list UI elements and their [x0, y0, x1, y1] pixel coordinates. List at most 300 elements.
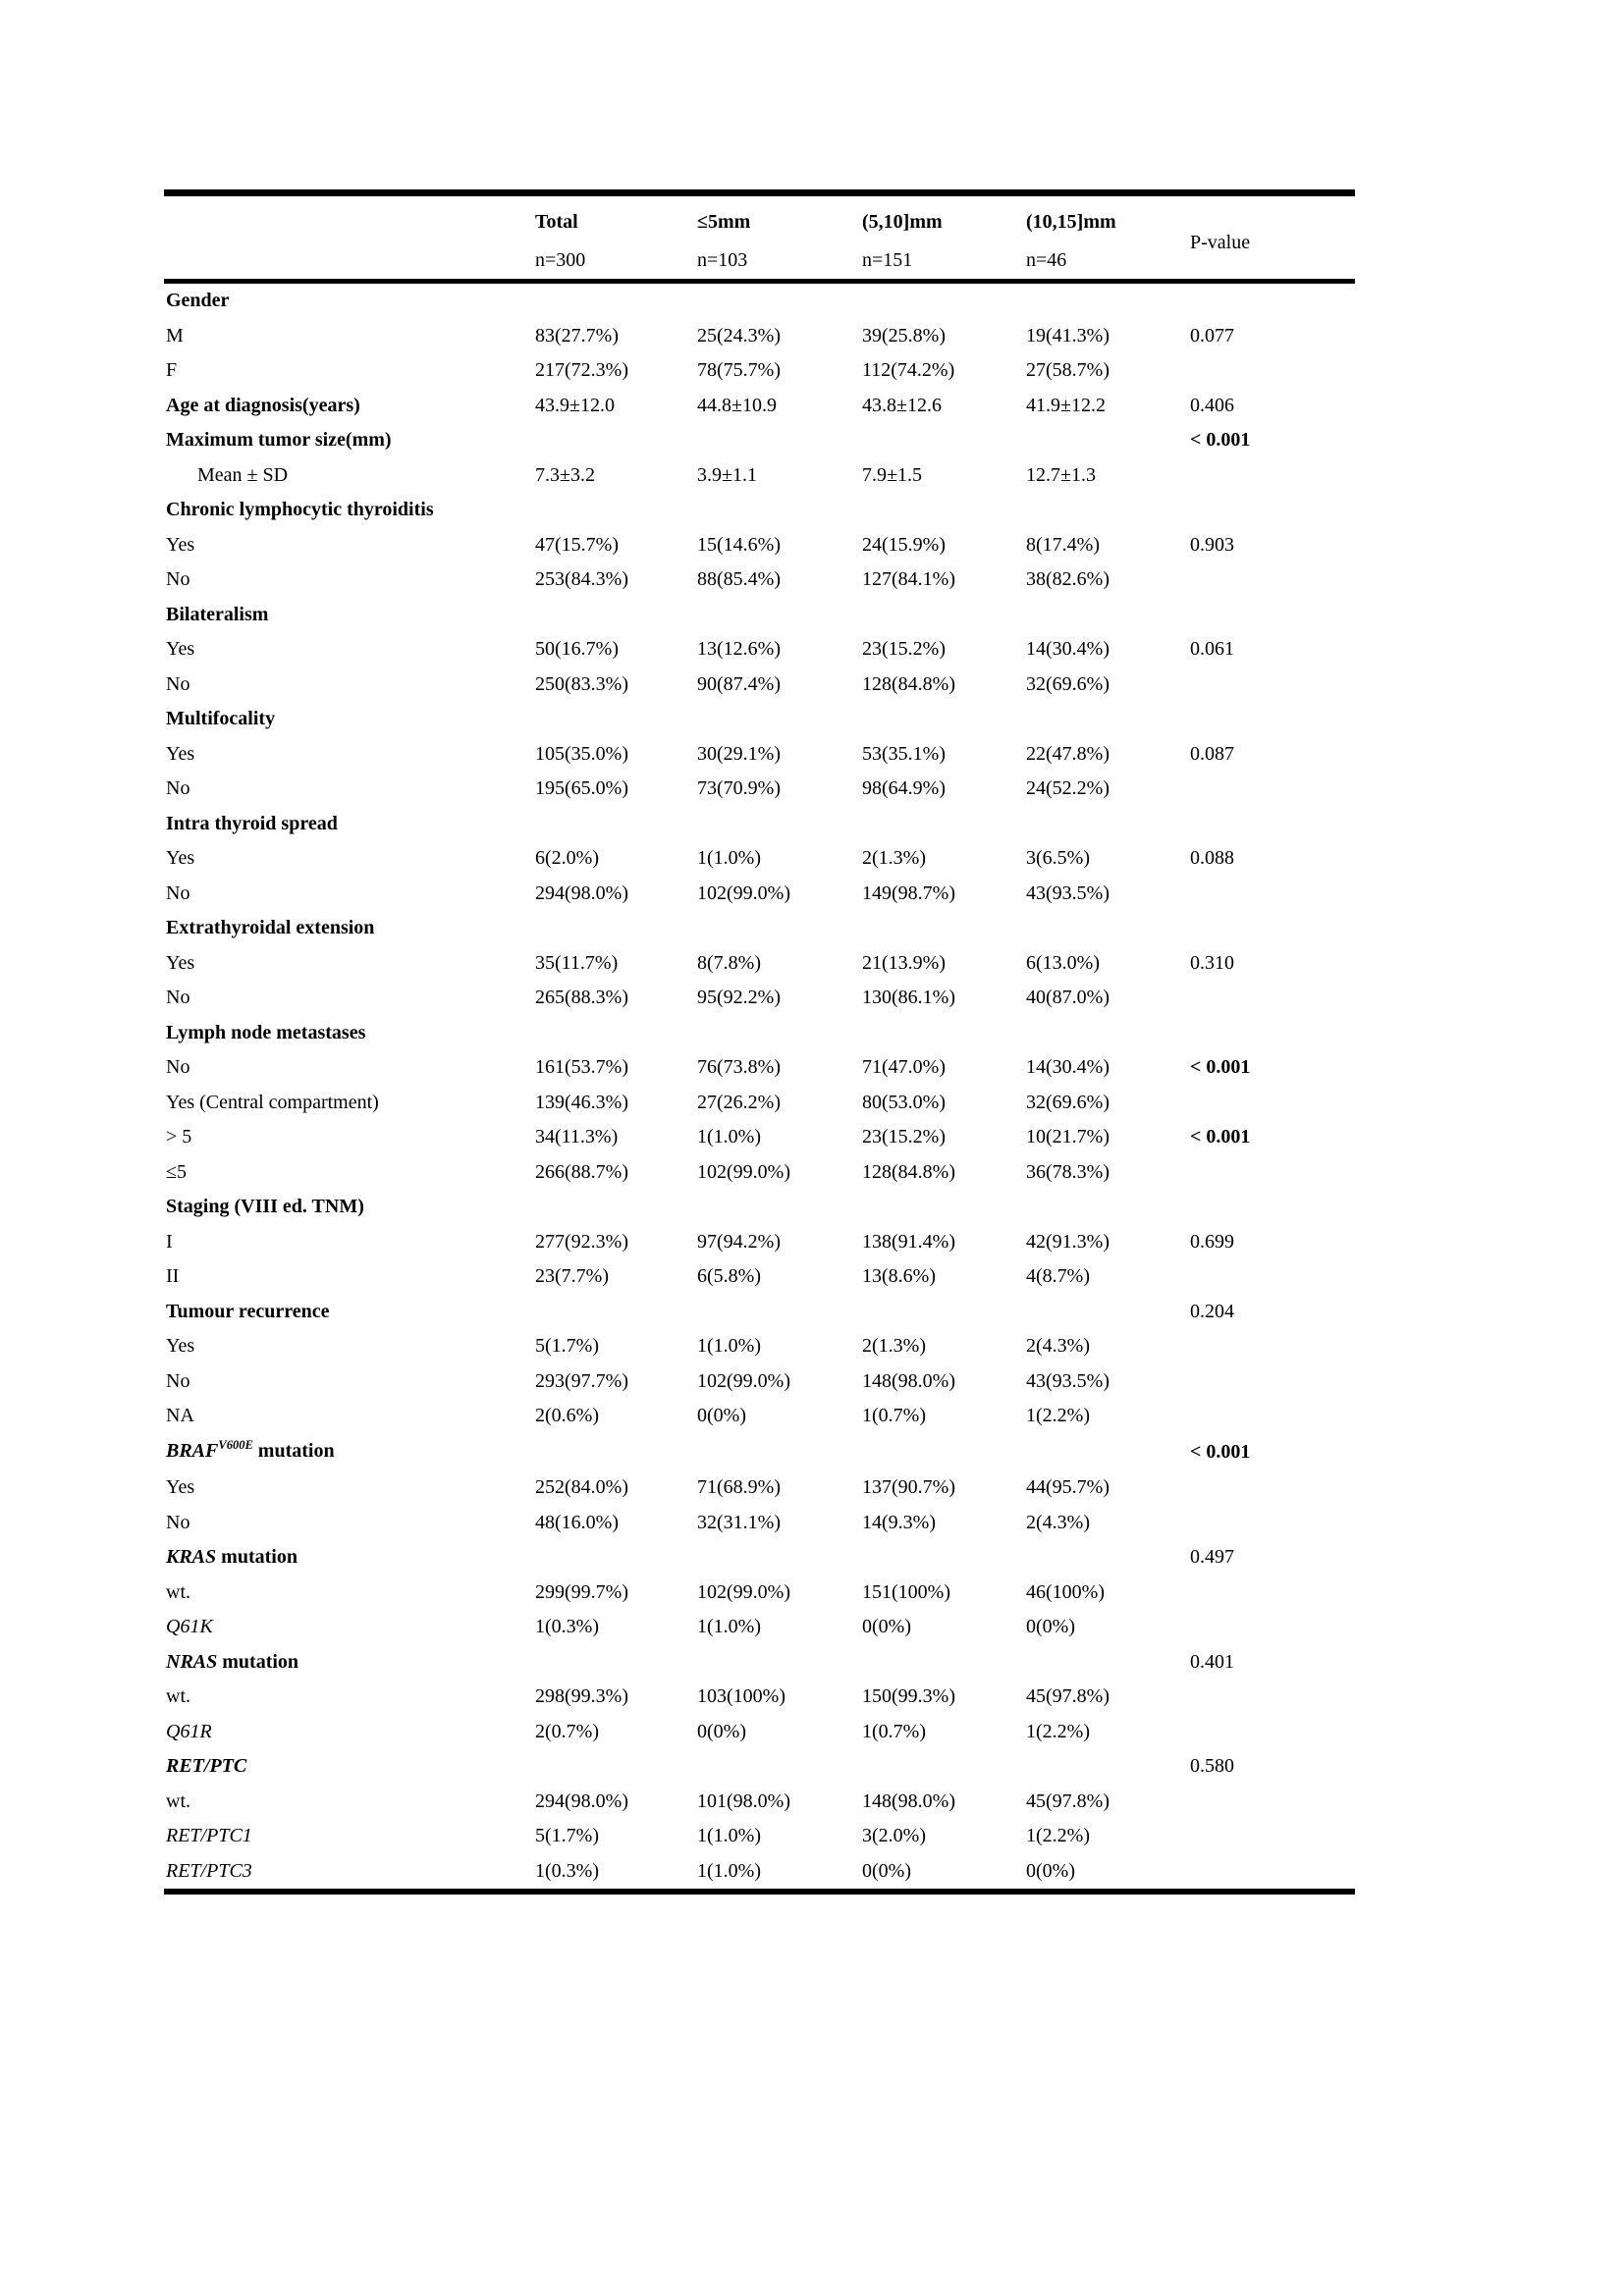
value-cell: 101(98.0%): [697, 1789, 790, 1812]
value-cell: 36(78.3%): [1026, 1160, 1110, 1183]
value-cell: 102(99.0%): [697, 1160, 790, 1183]
value-cell: 150(99.3%): [862, 1685, 955, 1707]
value-cell: 127(84.1%): [862, 568, 955, 590]
value-cell: 1(1.0%): [697, 1126, 761, 1148]
row-label: No: [166, 1056, 190, 1078]
value-cell: 83(27.7%): [535, 324, 619, 347]
value-cell: 128(84.8%): [862, 672, 955, 695]
table-row: [164, 1295, 1355, 1330]
p-value-cell: 0.580: [1190, 1755, 1234, 1777]
value-cell: [697, 1749, 862, 1785]
p-value-cell: [1190, 1470, 1355, 1506]
p-value-cell: 0.401: [1190, 1650, 1234, 1673]
value-cell: 19(41.3%): [1026, 324, 1110, 347]
value-cell: 105(35.0%): [535, 742, 628, 765]
table-row: [164, 946, 1355, 982]
value-cell: 102(99.0%): [697, 881, 790, 904]
value-cell: [1026, 1190, 1190, 1225]
table-row: [164, 1259, 1355, 1295]
p-value-cell: [1190, 1364, 1355, 1400]
table-row: [164, 1434, 1355, 1471]
value-cell: 1(0.7%): [862, 1720, 926, 1742]
value-cell: 27(58.7%): [1026, 359, 1110, 381]
column-header-5-10mm: (5,10]mm n=151: [862, 211, 943, 271]
value-cell: 5(1.7%): [535, 1335, 599, 1357]
value-cell: [697, 702, 862, 737]
table-row: [164, 353, 1355, 389]
value-cell: 41.9±12.2: [1026, 394, 1106, 416]
table-header-row: [164, 193, 1355, 282]
value-cell: 43.9±12.0: [535, 394, 615, 416]
value-cell: 103(100%): [697, 1685, 785, 1707]
value-cell: [697, 1645, 862, 1681]
row-label: Bilateralism: [166, 603, 269, 625]
p-value-cell: [1190, 1016, 1355, 1051]
value-cell: 24(52.2%): [1026, 777, 1110, 799]
characteristics-table: [164, 189, 1355, 1895]
value-cell: [697, 598, 862, 633]
value-cell: 23(15.2%): [862, 638, 946, 660]
p-value-cell: [1190, 1854, 1355, 1893]
column-header-le5mm: ≤5mm n=103: [697, 211, 751, 271]
p-value-cell: 0.699: [1190, 1230, 1234, 1253]
p-value-cell: [1190, 282, 1355, 319]
value-cell: 71(47.0%): [862, 1056, 946, 1078]
value-cell: [535, 1645, 697, 1681]
value-cell: 78(75.7%): [697, 359, 781, 381]
value-cell: [1026, 282, 1190, 319]
value-cell: 161(53.7%): [535, 1056, 628, 1078]
p-value-cell: [1190, 911, 1355, 946]
value-cell: 1(0.3%): [535, 1859, 599, 1882]
row-label: No: [166, 1369, 190, 1392]
value-cell: 45(97.8%): [1026, 1685, 1110, 1707]
value-cell: 0(0%): [697, 1720, 746, 1742]
value-cell: 2(4.3%): [1026, 1335, 1090, 1357]
value-cell: 1(2.2%): [1026, 1405, 1090, 1426]
column-header-total: Total n=300: [535, 211, 586, 271]
value-cell: [535, 598, 697, 633]
value-cell: [697, 1295, 862, 1330]
row-label: No: [166, 672, 190, 695]
value-cell: 139(46.3%): [535, 1091, 628, 1113]
value-cell: 1(1.0%): [697, 1335, 761, 1357]
value-cell: [697, 1540, 862, 1575]
value-cell: 1(1.0%): [697, 847, 761, 869]
value-cell: 6(5.8%): [697, 1265, 761, 1287]
value-cell: 24(15.9%): [862, 533, 946, 556]
value-cell: 10(21.7%): [1026, 1126, 1110, 1148]
value-cell: 14(30.4%): [1026, 638, 1110, 660]
value-cell: [535, 1016, 697, 1051]
p-value-cell: 0.497: [1190, 1546, 1234, 1568]
value-cell: [697, 1434, 862, 1471]
table-row: [164, 772, 1355, 807]
table-row: [164, 389, 1355, 424]
table-row: [164, 911, 1355, 946]
value-cell: 53(35.1%): [862, 742, 946, 765]
p-value-cell: [1190, 493, 1355, 528]
value-cell: 30(29.1%): [697, 742, 781, 765]
row-label: Yes: [166, 951, 195, 974]
value-cell: [862, 282, 1026, 319]
p-value-cell: [1190, 1610, 1355, 1645]
value-cell: 0(0%): [862, 1859, 911, 1882]
table-row: [164, 423, 1355, 458]
value-cell: 148(98.0%): [862, 1789, 955, 1812]
p-value-cell: 0.087: [1190, 742, 1234, 765]
table-row: [164, 1715, 1355, 1750]
value-cell: 217(72.3%): [535, 359, 628, 381]
row-label: Chronic lymphocytic thyroiditis: [166, 499, 434, 520]
value-cell: [1026, 1540, 1190, 1575]
row-label: Yes: [166, 1335, 195, 1357]
p-value-cell: [1190, 667, 1355, 703]
value-cell: [1026, 1645, 1190, 1681]
value-cell: [697, 807, 862, 842]
value-cell: [862, 1434, 1026, 1471]
value-cell: 0(0%): [862, 1616, 911, 1637]
value-cell: [1026, 1295, 1190, 1330]
value-cell: 3(6.5%): [1026, 847, 1090, 869]
table-row: [164, 1155, 1355, 1191]
table-row: [164, 1120, 1355, 1155]
table-row: [164, 1399, 1355, 1434]
value-cell: 14(30.4%): [1026, 1056, 1110, 1078]
value-cell: 7.9±1.5: [862, 463, 922, 486]
value-cell: 266(88.7%): [535, 1160, 628, 1183]
value-cell: 2(1.3%): [862, 1335, 926, 1357]
p-value-cell: [1190, 1680, 1355, 1715]
value-cell: [1026, 598, 1190, 633]
table-row: [164, 1680, 1355, 1715]
column-header-empty: [164, 193, 535, 282]
p-value-cell: 0.903: [1190, 533, 1234, 556]
table-row: [164, 1086, 1355, 1121]
value-cell: 88(85.4%): [697, 568, 781, 590]
p-value-cell: < 0.001: [1190, 1440, 1251, 1463]
value-cell: 76(73.8%): [697, 1056, 781, 1078]
table-row: [164, 1749, 1355, 1785]
table-row: [164, 1050, 1355, 1086]
value-cell: 137(90.7%): [862, 1476, 955, 1498]
row-label: RET/PTC1: [166, 1825, 252, 1846]
table-row: [164, 1225, 1355, 1260]
value-cell: [535, 1749, 697, 1785]
value-cell: 46(100%): [1026, 1580, 1105, 1603]
row-label: F: [166, 359, 178, 381]
p-value-cell: [1190, 1259, 1355, 1295]
row-label: No: [166, 1511, 190, 1533]
value-cell: 1(2.2%): [1026, 1720, 1090, 1742]
row-label: Yes: [166, 847, 195, 869]
value-cell: 43(93.5%): [1026, 1369, 1110, 1392]
value-cell: 253(84.3%): [535, 568, 628, 590]
p-value-cell: [1190, 458, 1355, 494]
value-cell: [862, 423, 1026, 458]
table-row: [164, 458, 1355, 494]
column-header-pvalue: P-value: [1190, 231, 1251, 253]
row-label: No: [166, 568, 190, 590]
row-label: Gender: [166, 290, 230, 311]
value-cell: 5(1.7%): [535, 1825, 599, 1846]
value-cell: [697, 1190, 862, 1225]
p-value-cell: 0.204: [1190, 1300, 1234, 1322]
row-label: Lymph node metastases: [166, 1021, 366, 1043]
value-cell: 102(99.0%): [697, 1369, 790, 1392]
p-value-cell: [1190, 807, 1355, 842]
value-cell: 23(7.7%): [535, 1265, 609, 1287]
value-cell: 6(13.0%): [1026, 951, 1100, 974]
table-row: [164, 632, 1355, 667]
value-cell: [535, 807, 697, 842]
value-cell: [862, 1190, 1026, 1225]
row-label: I: [166, 1230, 173, 1253]
value-cell: 102(99.0%): [697, 1580, 790, 1603]
value-cell: [535, 702, 697, 737]
table-row: [164, 1540, 1355, 1575]
value-cell: 294(98.0%): [535, 881, 628, 904]
row-label: RET/PTC3: [166, 1859, 252, 1882]
p-value-cell: 0.077: [1190, 324, 1234, 347]
value-cell: [862, 911, 1026, 946]
table-row: [164, 598, 1355, 633]
row-label: Extrathyroidal extension: [166, 917, 375, 938]
row-label: Tumour recurrence: [166, 1300, 330, 1322]
value-cell: [862, 702, 1026, 737]
value-cell: 80(53.0%): [862, 1091, 946, 1113]
value-cell: 298(99.3%): [535, 1685, 628, 1707]
value-cell: 34(11.3%): [535, 1126, 619, 1148]
table-body: [164, 282, 1355, 1893]
value-cell: 47(15.7%): [535, 533, 619, 556]
row-label: Age at diagnosis(years): [166, 394, 360, 416]
table-row: [164, 1016, 1355, 1051]
value-cell: [535, 1295, 697, 1330]
table-row: [164, 1506, 1355, 1541]
value-cell: [535, 1540, 697, 1575]
table-row: [164, 493, 1355, 528]
value-cell: 252(84.0%): [535, 1476, 628, 1498]
value-cell: 13(8.6%): [862, 1265, 936, 1287]
value-cell: 138(91.4%): [862, 1230, 955, 1253]
table-row: [164, 1645, 1355, 1681]
value-cell: 39(25.8%): [862, 324, 946, 347]
value-cell: 0(0%): [697, 1405, 746, 1426]
value-cell: 50(16.7%): [535, 638, 619, 660]
p-value-cell: [1190, 981, 1355, 1016]
p-value-cell: [1190, 877, 1355, 912]
p-value-cell: [1190, 1575, 1355, 1611]
value-cell: 45(97.8%): [1026, 1789, 1110, 1812]
value-cell: 2(4.3%): [1026, 1511, 1090, 1533]
table-row: [164, 1785, 1355, 1820]
value-cell: 195(65.0%): [535, 777, 628, 799]
value-cell: [535, 1434, 697, 1471]
p-value-cell: [1190, 1785, 1355, 1820]
p-value-cell: < 0.001: [1190, 1126, 1251, 1148]
p-value-cell: [1190, 353, 1355, 389]
value-cell: 12.7±1.3: [1026, 463, 1096, 486]
p-value-cell: [1190, 598, 1355, 633]
value-cell: [1026, 1016, 1190, 1051]
value-cell: [535, 493, 697, 528]
value-cell: 32(69.6%): [1026, 672, 1110, 695]
p-value-cell: [1190, 562, 1355, 598]
value-cell: [1026, 1434, 1190, 1471]
p-value-cell: 0.061: [1190, 638, 1234, 660]
value-cell: 112(74.2%): [862, 359, 955, 381]
p-value-cell: 0.088: [1190, 847, 1234, 869]
value-cell: [862, 1295, 1026, 1330]
value-cell: 0(0%): [1026, 1616, 1075, 1637]
table-row: [164, 319, 1355, 354]
row-label: M: [166, 324, 184, 347]
value-cell: 98(64.9%): [862, 777, 946, 799]
row-label: No: [166, 777, 190, 799]
table-row: [164, 1470, 1355, 1506]
value-cell: 97(94.2%): [697, 1230, 781, 1253]
row-label: Q61K: [166, 1616, 213, 1637]
value-cell: [862, 1749, 1026, 1785]
value-cell: 14(9.3%): [862, 1511, 936, 1533]
value-cell: 40(87.0%): [1026, 987, 1110, 1008]
value-cell: 1(2.2%): [1026, 1825, 1090, 1846]
value-cell: 1(1.0%): [697, 1859, 761, 1882]
value-cell: 148(98.0%): [862, 1369, 955, 1392]
value-cell: [1026, 1749, 1190, 1785]
value-cell: 42(91.3%): [1026, 1230, 1110, 1253]
table-row: [164, 562, 1355, 598]
value-cell: 0(0%): [1026, 1859, 1075, 1882]
row-label: Yes: [166, 533, 195, 556]
value-cell: [1026, 911, 1190, 946]
table-row: [164, 1854, 1355, 1893]
table-header: [164, 193, 1355, 282]
value-cell: 3.9±1.1: [697, 463, 757, 486]
value-cell: [697, 282, 862, 319]
table-row: [164, 841, 1355, 877]
table-row: [164, 282, 1355, 319]
table-row: [164, 528, 1355, 563]
value-cell: [697, 493, 862, 528]
p-value-cell: 0.310: [1190, 951, 1234, 974]
row-label: Yes: [166, 1476, 195, 1498]
value-cell: 2(0.6%): [535, 1405, 599, 1426]
row-label: RET/PTC: [166, 1755, 247, 1777]
table-row: [164, 1329, 1355, 1364]
row-label: NRAS mutation: [166, 1650, 299, 1673]
row-label: ≤5: [166, 1160, 187, 1183]
value-cell: 1(1.0%): [697, 1616, 761, 1637]
value-cell: 1(0.7%): [862, 1405, 926, 1426]
table-row: [164, 702, 1355, 737]
table-row: [164, 737, 1355, 773]
value-cell: 25(24.3%): [697, 324, 781, 347]
value-cell: [535, 911, 697, 946]
value-cell: 299(99.7%): [535, 1580, 628, 1603]
value-cell: 35(11.7%): [535, 951, 619, 974]
value-cell: [862, 1645, 1026, 1681]
value-cell: 265(88.3%): [535, 987, 628, 1008]
value-cell: 130(86.1%): [862, 987, 955, 1008]
value-cell: [862, 1540, 1026, 1575]
value-cell: 294(98.0%): [535, 1789, 628, 1812]
column-header-10-15mm: (10,15]mm n=46: [1026, 211, 1116, 271]
p-value-cell: [1190, 772, 1355, 807]
value-cell: [862, 1016, 1026, 1051]
p-value-cell: [1190, 1715, 1355, 1750]
value-cell: 44(95.7%): [1026, 1476, 1110, 1498]
value-cell: [535, 423, 697, 458]
value-cell: [1026, 702, 1190, 737]
table-row: [164, 667, 1355, 703]
value-cell: 7.3±3.2: [535, 463, 595, 486]
value-cell: 44.8±10.9: [697, 394, 777, 416]
value-cell: 2(0.7%): [535, 1720, 599, 1742]
row-label: wt.: [166, 1685, 190, 1707]
value-cell: 21(13.9%): [862, 951, 946, 974]
row-label: Intra thyroid spread: [166, 812, 338, 834]
value-cell: [862, 807, 1026, 842]
row-label: KRAS mutation: [166, 1546, 298, 1568]
row-label: II: [166, 1265, 180, 1287]
row-label: wt.: [166, 1789, 190, 1812]
table-row: [164, 1364, 1355, 1400]
p-value-cell: < 0.001: [1190, 429, 1251, 451]
value-cell: 23(15.2%): [862, 1126, 946, 1148]
value-cell: 151(100%): [862, 1580, 950, 1603]
p-value-cell: [1190, 1506, 1355, 1541]
p-value-cell: [1190, 702, 1355, 737]
value-cell: 15(14.6%): [697, 533, 781, 556]
value-cell: 6(2.0%): [535, 847, 599, 869]
value-cell: 8(7.8%): [697, 951, 761, 974]
p-value-cell: [1190, 1086, 1355, 1121]
row-label: Multifocality: [166, 708, 276, 729]
value-cell: 13(12.6%): [697, 638, 781, 660]
p-value-cell: [1190, 1329, 1355, 1364]
value-cell: 4(8.7%): [1026, 1265, 1090, 1287]
value-cell: 293(97.7%): [535, 1369, 628, 1392]
row-label: NA: [166, 1405, 194, 1426]
value-cell: [862, 493, 1026, 528]
value-cell: 32(69.6%): [1026, 1091, 1110, 1113]
table-row: [164, 877, 1355, 912]
value-cell: 38(82.6%): [1026, 568, 1110, 590]
value-cell: 22(47.8%): [1026, 742, 1110, 765]
row-label: No: [166, 881, 190, 904]
p-value-cell: [1190, 1155, 1355, 1191]
row-label: Staging (VIII ed. TNM): [166, 1196, 364, 1217]
value-cell: [1026, 807, 1190, 842]
p-value-cell: < 0.001: [1190, 1056, 1251, 1078]
value-cell: 43.8±12.6: [862, 394, 942, 416]
value-cell: 43(93.5%): [1026, 881, 1110, 904]
row-label: Yes: [166, 742, 195, 765]
row-label: Yes (Central compartment): [166, 1091, 379, 1113]
row-label: > 5: [166, 1126, 192, 1148]
row-label: Maximum tumor size(mm): [166, 429, 392, 451]
value-cell: 1(1.0%): [697, 1825, 761, 1846]
table-row: [164, 1575, 1355, 1611]
value-cell: [1026, 493, 1190, 528]
value-cell: [697, 1016, 862, 1051]
row-label: No: [166, 987, 190, 1008]
value-cell: [697, 423, 862, 458]
value-cell: 71(68.9%): [697, 1476, 781, 1498]
value-cell: 32(31.1%): [697, 1511, 781, 1533]
